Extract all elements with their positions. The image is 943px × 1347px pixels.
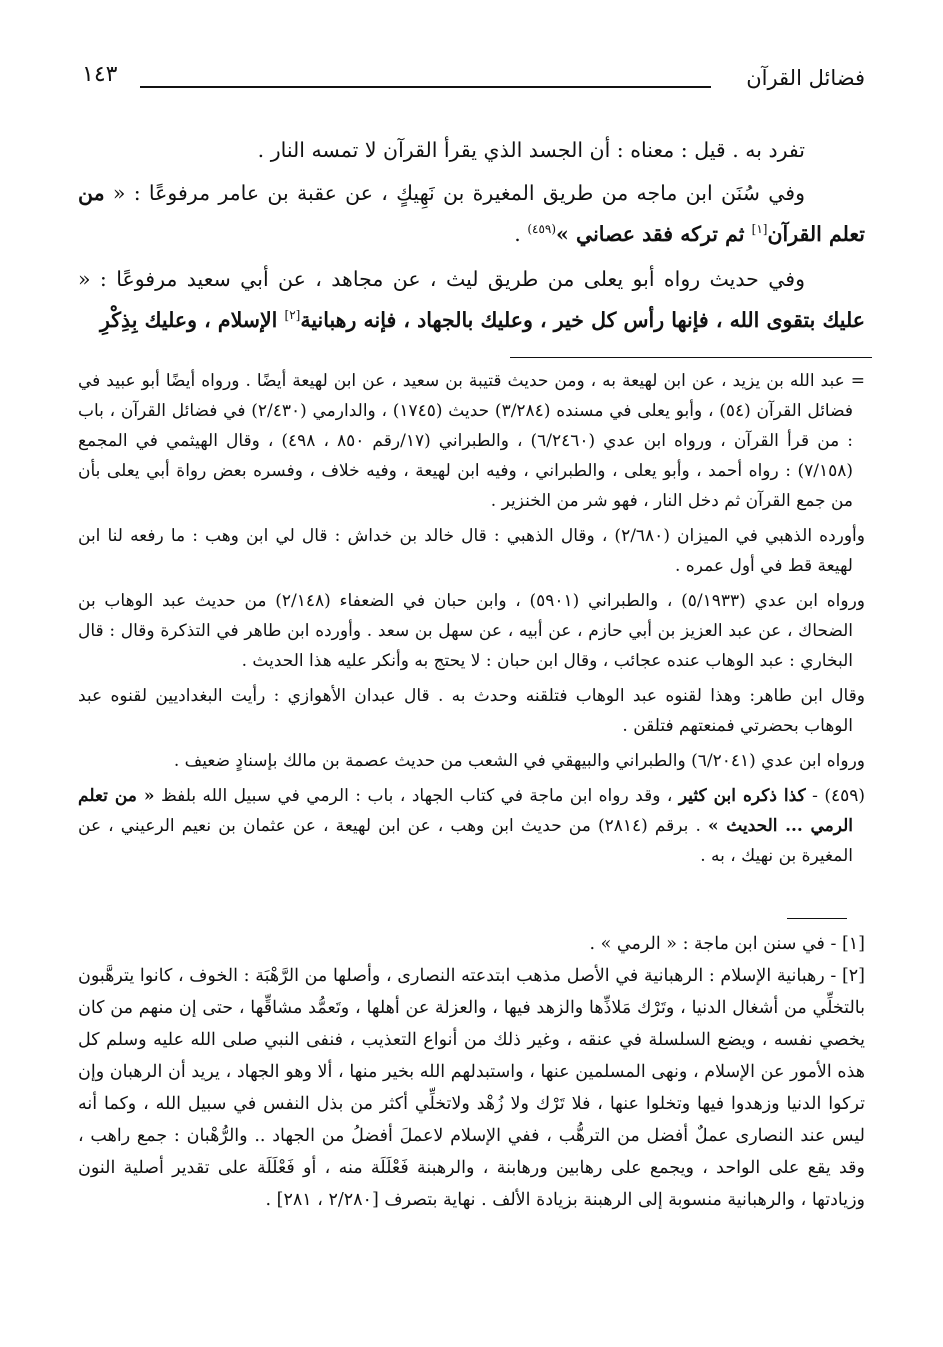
footnote-459: [78, 781, 865, 871]
page-number: ١٤٣: [82, 62, 118, 87]
running-header-title: فضائل القرآن: [746, 66, 865, 90]
footnote-459-end: . برقم (٢٨١٤) من حديث ابن وهب ، عن ابن لهيعة ، عن عثمان بن نعيم الرعيني ، عن المغيرة بن نهيك ، به .: [78, 816, 853, 866]
paragraph-3: [78, 259, 865, 341]
footnote-continued: = عبد الله بن يزيد ، عن ابن لهيعة به ، ومن حديث قتيبة بن سعيد ، عن ابن لهيعة أيضًا . ورواه أيضًا أبو عبيد في فضائل القرآن (٥٤) ، وأبو يعلى في مسنده (٣/٢٨٤) حديث (١٧٤٥) ، والدارمي (٢/٤٣٠) في فضائل القرآن ، باب : من قرأ القرآن ، ورواه ابن عدي (٦/٢٤٦٠) ، والطبراني (١٧/رقم ٨٥٠ ، ٤٩٨) ، وقال الهيثمي في المجمع (٧/١٥٨) : رواه أحمد ، وأبو يعلى ، والطبراني ، وفيه ابن لهيعة ، وفيه خلاف ، وفسره بعض رواة أبي يعلى بأن من جمع القرآن ثم دخل النار ، فهو شر من الخنزير .: [78, 371, 865, 511]
editor-note-2: [78, 960, 865, 1216]
footnotes: [78, 366, 865, 876]
hadith-quote: من تعلم القرآن: [78, 181, 865, 246]
main-text: [78, 130, 865, 341]
footnote-459-bold: كذا ذكره ابن كثير: [678, 786, 806, 806]
footnote-459-number: (٤٥٩) -: [805, 786, 866, 806]
editor-notes-separator: [787, 918, 847, 919]
editor-note-1-number: [١]: [841, 934, 865, 954]
paragraph-3-text: وفي حديث رواه أبو يعلى من طريق ليث ، عن مجاهد ، عن أبي سعيد مرفوعًا : «: [78, 267, 805, 291]
editor-note-1-text: - في سنن ابن ماجة : « الرمي » .: [589, 934, 842, 954]
footnote-paragraph: وقال ابن طاهر: وهذا لقنوه عبد الوهاب فتلقنه وحدث به . قال عبدان الأهوازي : رأيت البغداديين لقنوه عبد الوهاب بحضرتي فمنعتهم فتلقن .: [78, 686, 866, 736]
editor-note-2-number: [٢]: [841, 966, 865, 986]
paragraph-2-text: وفي سُنَن ابن ماجه من طريق المغيرة بن نَهِيكٍ ، عن عقبة بن عامر مرفوعًا : «: [104, 181, 805, 205]
hadith-quote-2: عليك بتقوى الله ، فإنها رأس كل خير ، وعليك بالجهاد ، فإنه رهبانية: [300, 308, 865, 332]
editor-note-2-text: - رهبانية الإسلام : الرهبانية في الأصل مذهب ابتدعته النصارى ، وأصلها من الرَّهْبَة : الخوف ، كانوا يترهَّبون بالتخلِّي من أشغال الدنيا ، وتَرْك مَلاذِّها والزهد فيها ، والعزلة عن أهلها ، وتَعمُّد مشاقِّها ، حتى إن منهم من كان يخصي نفسه ، ويضع السلسلة في عنقه ، وغير ذلك من أنواع التعذيب ، فنفى النبي صلى الله عليه وسلم كل هذه الأمور عن الإسلام ، ونهى المسلمين عنها ، واستبدلهم الله بخير منها ، ألا وهو الجهاد ، يريد أن الرهبان وإن تركوا الدنيا وزهدوا فيها وتخلوا عنها ، فلا تَرْك ولا زُهْد ولاتخلِّي أكثر من بذل النفس في سبيل الله ، وكما أنه ليس عند النصارى عملٌ أفضل من الترهُّب ، ففي الإسلام لاعملَ أفضلُ من الجهاد .. والرُّهْبان : جمع راهب ، وقد يقع على الواحد ، ويجمع على رهابين ورهابنة ، والرهبنة فَعْلَلَة منه ، أو فَعْلَلَة على تقدير أصلية النون وزيادتها ، والرهبانية منسوبة إلى الرهبنة بزيادة الألف . نهاية بتصرف [٢/٢٨٠ ، ٢٨١] .: [78, 966, 865, 1210]
footnote-paragraph: ورواه ابن عدي (٥/١٩٣٣) ، والطبراني (٥٩٠١) ، وابن حبان في الضعفاء (٢/١٤٨) من حديث عبد الوهاب بن الضحاك ، عن عبد العزيز بن أبي حازم ، عن أبيه ، عن سهل بن سعد . وأورده ابن طاهر في التذكرة وقال : قال البخاري : عبد الوهاب عنده عجائب ، وقال ابن حبان : لا يحتج به وأنكر عليه هذا الحديث .: [78, 591, 866, 671]
footnote-459-quote: « من تعلم الرمي ... الحديث »: [78, 786, 854, 836]
editor-notes: [78, 928, 865, 1216]
editor-ref-2: [٢]: [284, 308, 301, 323]
editor-ref-1: [١]: [751, 222, 768, 237]
footnote-ref-459: (٤٥٩): [527, 222, 557, 237]
header-rule: [140, 86, 711, 88]
footnote-separator: [510, 357, 872, 358]
editor-note-1: [78, 928, 865, 960]
footnote-paragraph: ورواه ابن عدي (٦/٢٠٤١) والطبراني والبيهقي في الشعب من حديث عصمة بن مالك بإسنادٍ ضعيف .: [173, 751, 865, 771]
hadith-quote-end: ثم تركه فقد عصاني »: [556, 222, 752, 246]
footnote-459-text: ، وقد رواه ابن ماجة في كتاب الجهاد ، باب : الرمي في سبيل الله بلفظ: [154, 786, 679, 806]
paragraph-1: تفرد به . قيل : معناه : أن الجسد الذي يقرأ القرآن لا تمسه النار .: [257, 138, 805, 162]
footnote-paragraph: وأورده الذهبي في الميزان (٢/٦٨٠) ، وقال الذهبي : قال خالد بن خداش : قال لي ابن وهب : ما رفعه لنا ابن لهيعة قط في أول عمره .: [78, 526, 865, 576]
paragraph-2-end: .: [514, 222, 528, 246]
paragraph-2: [78, 173, 865, 255]
hadith-quote-2-end: الإسلام ، وعليك بِذِكْرِ: [99, 308, 285, 332]
